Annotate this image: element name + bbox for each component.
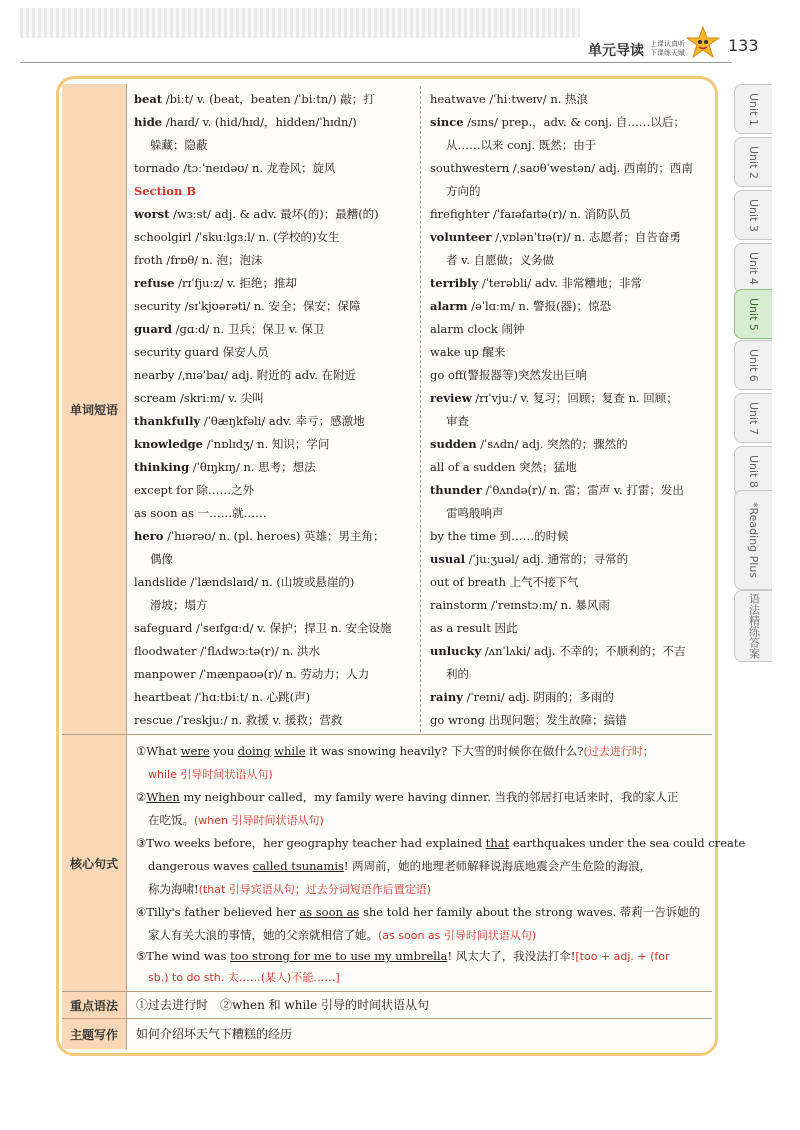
vocab-definition: 偶像: [150, 552, 173, 566]
vocab-word: except for: [134, 483, 193, 497]
vocab-word: southwestern: [430, 161, 510, 175]
vocab-entry: [134, 410, 416, 433]
text: you: [209, 744, 238, 758]
vocab-definition: 利的: [446, 667, 469, 681]
vocab-definition: /ˈseɪfɡɑːd/ v. 保护；捍卫 n. 安全设施: [192, 621, 392, 635]
sentence-5: [136, 945, 670, 968]
vocab-definition: 滑坡；塌方: [150, 598, 208, 612]
vocab-entry: [430, 686, 712, 709]
vocab-entry: [134, 387, 416, 410]
text: she told her family about the strong waves. 蒂莉一告诉她的: [359, 905, 701, 919]
vocab-definition: /ˈlændslaɪd/ n. (山坡或悬崖的): [186, 575, 355, 589]
vocab-word: by the time: [430, 529, 497, 543]
vocab-definition: /ˈhiːtweɪv/ n. 热浪: [485, 92, 589, 106]
grammar-note: (过去进行时；: [583, 745, 654, 758]
tab-unit-5[interactable]: [734, 289, 772, 339]
sentence-2: [136, 786, 679, 809]
vocab-entry: [430, 272, 712, 295]
tab-label: Unit 1: [747, 92, 760, 126]
tab-label: Unit 5: [747, 297, 760, 331]
vocab-entry: [134, 548, 416, 571]
vocab-word: as soon as: [134, 506, 194, 520]
vocab-definition: /ˈθʌndə(r)/ n. 雷；雷声 v. 打雷；发出: [481, 483, 684, 497]
vocab-entry: [430, 502, 712, 525]
vocab-word: go off: [430, 368, 464, 382]
vocab-word: beat: [134, 92, 163, 106]
text: ⑤The wind was: [136, 949, 231, 963]
vocab-definition: /rɪˈfjuːz/ v. 拒绝；推却: [174, 276, 297, 290]
vocab-entry: [134, 364, 416, 387]
vocab-word: worst: [134, 207, 170, 221]
vocab-entry: [134, 502, 416, 525]
tab-label: Unit 6: [747, 348, 760, 382]
vocab-right-column: [430, 88, 712, 732]
vocab-entry: [134, 686, 416, 709]
vocab-definition: /ˈterəbli/ adv. 非常糟地；非常: [478, 276, 643, 290]
vocab-definition: /ˈfaɪəfaɪtə(r)/ n. 消防队员: [489, 207, 631, 221]
vocab-entry: [430, 364, 712, 387]
tab-label: Unit 3: [747, 198, 760, 232]
header-decoration: [20, 8, 580, 38]
sentence-3-cont: [148, 878, 431, 901]
vocab-definition: 躲藏；隐蔽: [150, 138, 208, 152]
vocab-definition: /ˈmænpaʊə(r)/ n. 劳动力；人力: [195, 667, 370, 681]
vocab-entry: [430, 410, 712, 433]
vocab-word: landslide: [134, 575, 187, 589]
vocab-word: thinking: [134, 460, 190, 474]
vocab-definition: 雷鸣般响声: [446, 506, 504, 520]
vocab-word: all of a sudden: [430, 460, 516, 474]
text: as soon as: [299, 905, 360, 919]
vocab-entry: [430, 111, 712, 134]
vocab-word: firefighter: [430, 207, 490, 221]
vocab-word: alarm: [430, 299, 468, 313]
vocab-entry: [134, 663, 416, 686]
header-subtitle-2: 下课练天赋: [650, 49, 685, 57]
vocab-word: usual: [430, 552, 466, 566]
text: ! 两周前，她的地理老师解释说海底地震会产生危险的海浪，: [343, 859, 652, 873]
sentence-3: [136, 832, 745, 855]
tab-unit-4[interactable]: [734, 243, 772, 293]
vocab-definition: /ɡɑːd/ n. 卫兵；保卫 v. 保卫: [171, 322, 325, 336]
vocab-definition: /tɔːˈneɪdəʊ/ n. 龙卷风；旋风: [179, 161, 336, 175]
vocab-word: out of breath: [430, 575, 506, 589]
vocab-entry: [430, 295, 712, 318]
vocab-word: security: [134, 299, 181, 313]
vocab-word: review: [430, 391, 472, 405]
vocab-definition: /rɪˈvjuː/ v. 复习；回顾；复查 n. 回顾；: [471, 391, 678, 405]
vocab-entry: [430, 640, 712, 663]
text: it was snowing heavily? 下大雪的时候你在做什么?: [305, 744, 584, 758]
vocab-definition: 从……以来 conj. 既然；由于: [446, 138, 597, 152]
vocab-word: heatwave: [430, 92, 486, 106]
row-divider: [62, 734, 712, 735]
tab-grammar-answers[interactable]: [734, 590, 772, 662]
vocab-left-column: [134, 88, 416, 732]
vocab-word: tornado: [134, 161, 180, 175]
label-sentences: 核心句式: [62, 735, 126, 991]
vocab-entry: [134, 272, 416, 295]
vocab-word: schoolgirl: [134, 230, 192, 244]
vocab-entry: [134, 433, 416, 456]
text: doing: [237, 744, 271, 758]
tab-unit-1[interactable]: [734, 84, 772, 134]
vocab-definition: /sɪˈkjʊərəti/ n. 安全；保安；保障: [180, 299, 361, 313]
text: while: [274, 744, 306, 758]
vocab-entry: [134, 203, 416, 226]
vocab-entry: [134, 525, 416, 548]
vocab-definition: /ˌsaʊθˈwestən/ adj. 西南的；西南: [509, 161, 693, 175]
vocab-entry: [430, 157, 712, 180]
vocab-definition: /ˈreskjuː/ n. 救援 v. 援救；营救: [172, 713, 343, 727]
text: ④Tilly's father believed her: [136, 905, 300, 919]
vocab-entry: [134, 249, 416, 272]
vocab-entry: [134, 571, 416, 594]
grammar-note: [too + adj. + (for: [575, 950, 670, 963]
vocab-entry: [430, 571, 712, 594]
label-vocab: 单词短语: [62, 84, 126, 734]
vocab-entry: [134, 617, 416, 640]
text: earthquakes under the sea could create: [509, 836, 746, 850]
vocab-word: as a result: [430, 621, 491, 635]
vocab-definition: /biːt/ v. (beat，beaten /ˈbiːtn/) 敲；打: [162, 92, 375, 106]
vocab-entry: [134, 134, 416, 157]
sentence-2-cont: [148, 809, 324, 832]
vocab-entry: [430, 709, 712, 732]
vocab-word: refuse: [134, 276, 175, 290]
vocab-word: nearby: [134, 368, 175, 382]
text: ! 风太大了，我没法打伞!: [447, 949, 576, 963]
vocab-word: floodwater: [134, 644, 197, 658]
vocab-entry: [134, 226, 416, 249]
vocab-definition: /ˈθɪŋkɪŋ/ n. 思考；想法: [189, 460, 316, 474]
vocab-definition: /ˈflʌdwɔːtə(r)/ n. 洪水: [196, 644, 321, 658]
text: too strong for me to use my umbrella: [230, 949, 448, 963]
grammar-note: (that 引导宾语从句；过去分词短语作后置定语): [198, 883, 432, 896]
vocab-word: rescue: [134, 713, 173, 727]
tab-label: Unit 2: [747, 145, 760, 179]
sentence-4-cont: [148, 924, 536, 947]
vocab-entry: [430, 617, 712, 640]
vocab-definition: 方向的: [446, 184, 481, 198]
vocab-entry: [430, 88, 712, 111]
vocab-definition: /sɪns/ prep.，adv. & conj. 自……以后；: [463, 115, 685, 129]
vocab-entry: [430, 318, 712, 341]
vocab-entry: [430, 479, 712, 502]
vocab-entry: [134, 180, 416, 203]
text: dangerous waves: [148, 859, 253, 873]
vocab-entry: [430, 180, 712, 203]
vocab-entry: [134, 157, 416, 180]
vocab-definition: /ˈθæŋkfəli/ adv. 幸亏；感激地: [200, 414, 365, 428]
text: ③Two weeks before，her geography teacher had explained: [136, 836, 486, 850]
tab-unit-3[interactable]: [734, 190, 772, 240]
vocab-entry: [430, 433, 712, 456]
vocab-definition: 保安人员: [219, 345, 269, 359]
sentence-1-cont: [148, 763, 273, 786]
vocab-word: guard: [134, 322, 172, 336]
text: 在吃饭。: [148, 813, 194, 827]
tab-unit-2[interactable]: [734, 137, 772, 187]
vocab-definition: /ˈreɪnstɔːm/ n. 暴风雨: [487, 598, 610, 612]
vocab-entry: [134, 111, 416, 134]
tab-label: 语法精练答案: [747, 593, 761, 659]
vocab-definition: /ˈsʌdn/ adj. 突然的；骤然的: [476, 437, 628, 451]
tab-label: Unit 7: [747, 401, 760, 435]
vocab-entry: [430, 341, 712, 364]
vocab-entry: [430, 226, 712, 249]
vocab-definition: /əˈlɑːm/ n. 警报(器)；惊恐: [467, 299, 612, 313]
tab-reading-plus[interactable]: [734, 490, 772, 590]
vocab-definition: /ˌvɒlənˈtɪə(r)/ n. 志愿者；自告奋勇: [491, 230, 681, 244]
text: ①What: [136, 744, 181, 758]
vocab-entry: [430, 249, 712, 272]
vocab-word: wake up: [430, 345, 479, 359]
vocab-word: rainstorm: [430, 598, 488, 612]
vocab-definition: /ˈreɪni/ adj. 阴雨的；多雨的: [462, 690, 614, 704]
vocab-definition: /ˌnɪəˈbaɪ/ adj. 附近的 adv. 在附近: [174, 368, 357, 382]
vocab-definition: /ˈskuːlɡɜːl/ n. (学校的)女生: [191, 230, 340, 244]
grammar-note: while 引导时间状语从句): [148, 768, 273, 781]
vocab-definition: 突然；猛地: [515, 460, 577, 474]
text: 称为海啸!: [148, 882, 199, 896]
vocab-column-divider: [420, 86, 421, 732]
text: When: [146, 790, 180, 804]
vocab-entry: [430, 548, 712, 571]
vocab-definition: /ˈjuːʒuəl/ adj. 通常的；寻常的: [465, 552, 629, 566]
vocab-definition: 醒来: [478, 345, 506, 359]
vocab-definition: /haɪd/ v. (hid/hɪd/，hidden/ˈhɪdn/): [162, 115, 357, 129]
vocab-word: rainy: [430, 690, 463, 704]
vocab-entry: [430, 387, 712, 410]
vocab-word: manpower: [134, 667, 196, 681]
sentence-1: [136, 740, 654, 763]
star-mascot-icon: [686, 26, 720, 60]
vocab-word: since: [430, 115, 464, 129]
vocab-word: sudden: [430, 437, 477, 451]
grammar-points: ①过去进行时 ②when 和 while 引导的时间状语从句: [136, 998, 430, 1012]
tab-label: *Reading Plus: [747, 501, 760, 579]
text: ②: [136, 790, 147, 804]
vocab-entry: [430, 663, 712, 686]
vocab-definition: /ˈhɑːtbiːt/ n. 心跳(声): [190, 690, 311, 704]
vocab-word: terribly: [430, 276, 479, 290]
vocab-definition: 除……之外: [192, 483, 255, 497]
vocab-word: unlucky: [430, 644, 482, 658]
header-subtitle-1: 上课认真听: [650, 40, 685, 48]
vocab-definition: 者 v. 自愿做；义务做: [446, 253, 555, 267]
label-grammar: 重点语法: [62, 992, 126, 1018]
tab-label: Unit 8: [747, 454, 760, 488]
vocab-word: scream: [134, 391, 177, 405]
vocab-entry: [430, 525, 712, 548]
tab-label: Unit 4: [747, 251, 760, 285]
vocab-entry: [134, 318, 416, 341]
vocab-entry: [134, 594, 416, 617]
writing-topic: 如何介绍坏天气下糟糕的经历: [136, 1027, 293, 1041]
vocab-word: hero: [134, 529, 164, 543]
vocab-word: alarm clock: [430, 322, 498, 336]
vocab-entry: [430, 456, 712, 479]
vocab-definition: 闹钟: [497, 322, 525, 336]
vocab-definition: 一……就……: [193, 506, 267, 520]
tab-unit-8[interactable]: [734, 446, 772, 496]
vocab-entry: [134, 479, 416, 502]
vocab-definition: 审查: [446, 414, 469, 428]
vocab-word: froth: [134, 253, 163, 267]
row-divider: [62, 1018, 712, 1019]
text: that: [485, 836, 510, 850]
tab-unit-6[interactable]: [734, 340, 772, 390]
vocab-entry: [134, 88, 416, 111]
vocab-word: security guard: [134, 345, 219, 359]
vocab-definition: 上气不接下气: [506, 575, 579, 589]
vocab-word: heartbeat: [134, 690, 191, 704]
vocab-entry: [134, 295, 416, 318]
header-rule: [20, 62, 732, 63]
vocab-word: go wrong: [430, 713, 485, 727]
vocab-definition: 到……的时候: [496, 529, 569, 543]
grammar-note: (as soon as 引导时间状语从句): [378, 929, 537, 942]
vocab-definition: /ˈnɒlɪdʒ/ n. 知识；学问: [202, 437, 330, 451]
vocab-definition: 因此: [490, 621, 518, 635]
vocab-entry: [134, 341, 416, 364]
vocab-entry: [430, 203, 712, 226]
text: my neighbour called，my family were having dinner. 当我的邻居打电话来时，我的家人正: [179, 790, 679, 804]
vocab-definition: /skriːm/ v. 尖叫: [176, 391, 264, 405]
text: were: [180, 744, 210, 758]
section-heading: Section B: [134, 184, 197, 198]
text: 家人有关大浪的事情，她的父亲就相信了她。: [148, 928, 378, 942]
sentence-4: [136, 901, 700, 924]
vocab-word: volunteer: [430, 230, 492, 244]
vocab-word: knowledge: [134, 437, 203, 451]
vocab-definition: (警报器等)突然发出巨响: [463, 368, 588, 382]
vocab-definition: /ʌnˈlʌki/ adj. 不幸的；不顺利的；不吉: [481, 644, 686, 658]
vocab-entry: [134, 640, 416, 663]
vocab-word: thankfully: [134, 414, 201, 428]
vocab-entry: [134, 709, 416, 732]
vocab-entry: [134, 456, 416, 479]
page-number: 133: [728, 36, 759, 55]
label-divider: [126, 84, 127, 1049]
vocab-entry: [430, 594, 712, 617]
vocab-word: safeguard: [134, 621, 193, 635]
tab-unit-7[interactable]: [734, 393, 772, 443]
grammar-note: sb.) to do sth. 太……(某人)不能……]: [148, 971, 340, 984]
header-title: 单元导读: [588, 43, 644, 59]
vocab-definition: 出现问题；发生故障；搞错: [484, 713, 627, 727]
vocab-definition: /wɜːst/ adj. & adv. 最坏(的)；最糟(的): [169, 207, 379, 221]
sentence-3-cont: [148, 855, 651, 878]
sentence-5-cont: [148, 966, 340, 989]
vocab-word: thunder: [430, 483, 482, 497]
row-divider: [62, 991, 712, 992]
vocab-entry: [430, 134, 712, 157]
vocab-definition: /ˈhɪərəʊ/ n. (pl. heroes) 英雄；男主角；: [163, 529, 385, 543]
grammar-note: (when 引导时间状语从句): [194, 814, 324, 827]
text: called tsunamis: [252, 859, 344, 873]
vocab-definition: /frɒθ/ n. 泡；泡沫: [162, 253, 263, 267]
vocab-word: hide: [134, 115, 163, 129]
label-writing: 主题写作: [62, 1019, 126, 1049]
